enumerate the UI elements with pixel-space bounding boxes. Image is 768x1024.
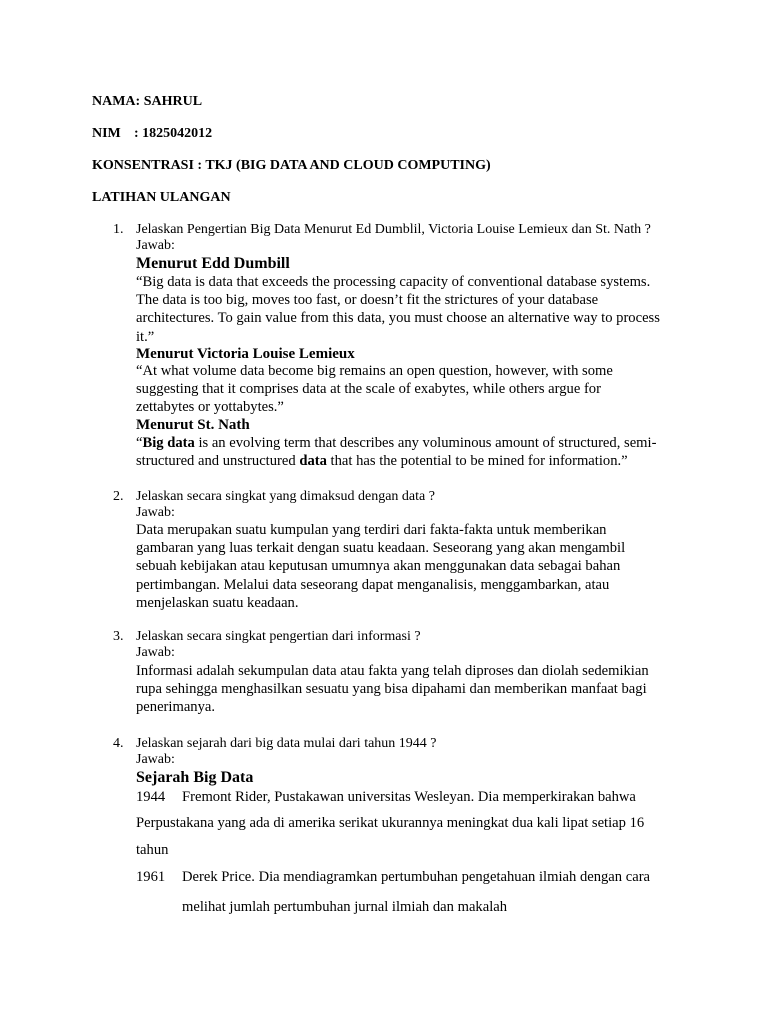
section-heading: Sejarah Big Data	[136, 769, 254, 786]
paragraph-line: Data merupakan suatu kumpulan yang terdiri dari fakta-fakta untuk memberikan	[136, 522, 607, 538]
question-number: 3.	[113, 629, 124, 644]
paragraph-line: it.”	[136, 328, 155, 345]
section-heading: Menurut Victoria Louise Lemieux	[136, 346, 355, 362]
nim-value: : 1825042012	[134, 126, 213, 141]
paragraph-line: gambaran yang luas terkait dengan suatu keadaan. Seseorang yang akan mengambil	[136, 540, 626, 557]
question-text: Jelaskan secara singkat yang dimaksud dengan data ?	[136, 489, 435, 504]
history-text: Derek Price. Dia mendiagramkan pertumbuhan pengetahuan ilmiah dengan cara	[182, 869, 651, 885]
question-text: Jelaskan secara singkat pengertian dari informasi ?	[136, 629, 421, 644]
latihan-title: LATIHAN ULANGAN	[92, 190, 231, 205]
question-number: 1.	[113, 222, 124, 237]
history-year: 1944	[136, 789, 166, 805]
history-text: melihat jumlah pertumbuhan jurnal ilmiah dan makalah	[182, 899, 508, 915]
paragraph-line: menjelaskan suatu keadaan.	[136, 594, 299, 611]
answer-paragraph	[136, 521, 682, 612]
bold-term: Big data	[142, 435, 195, 451]
history-text: tahun	[136, 842, 169, 858]
student-nim	[92, 125, 212, 143]
section-heading: Menurut Edd Dumbill	[136, 255, 290, 272]
answer-label: Jawab:	[136, 645, 175, 660]
nim-label: NIM	[92, 126, 121, 141]
paragraph-line: suggesting that it comprises data at the scale of exabytes, while others argue for	[136, 381, 601, 398]
answer-label: Jawab:	[136, 505, 175, 520]
answer-paragraph	[136, 362, 682, 417]
paragraph-line: zettabytes or yottabytes.”	[136, 399, 284, 416]
answer-paragraph	[136, 434, 682, 470]
answer-label: Jawab:	[136, 238, 175, 253]
paragraph-line: structured and unstructured data that has the potential to be mined for information.”	[136, 453, 628, 470]
answer-paragraph	[136, 273, 682, 346]
paragraph-line: The data is too big, moves too fast, or doesn’t fit the strictures of your database	[136, 292, 599, 309]
paragraph-line: Informasi adalah sekumpulan data atau fakta yang telah diproses dan diolah sedemikian	[136, 663, 649, 679]
question-text: Jelaskan sejarah dari big data mulai dari tahun 1944 ?	[136, 736, 437, 751]
question-number: 4.	[113, 736, 124, 751]
paragraph-line: architectures. To gain value from this data, you must choose an alternative way to process	[136, 310, 660, 327]
paragraph-line: rupa sehingga menghasilkan sesuatu yang bisa dipahami dan memberikan manfaat bagi	[136, 681, 647, 698]
section-heading: Menurut St. Nath	[136, 417, 250, 433]
question-number: 2.	[113, 489, 124, 504]
paragraph-line: pertimbangan. Melalui data seseorang dapat menganalisis, menggambarkan, atau	[136, 576, 610, 593]
paragraph-line: “Big data is data that exceeds the processing capacity of conventional database systems.	[136, 274, 651, 290]
answer-label: Jawab:	[136, 752, 175, 767]
bold-term: data	[299, 453, 327, 470]
paragraph-line: penerimanya.	[136, 699, 216, 716]
answer-paragraph	[136, 662, 682, 717]
question-text: Jelaskan Pengertian Big Data Menurut Ed Dumblil, Victoria Louise Lemieux dan St. Nath ?	[136, 222, 651, 237]
history-year: 1961	[136, 869, 166, 885]
history-text: Fremont Rider, Pustakawan universitas Wesleyan. Dia memperkirakan bahwa	[182, 789, 636, 805]
paragraph-line: “At what volume data become big remains an open question, however, with some	[136, 363, 613, 379]
paragraph-line: sebuah kebijakan atau keputusan umumnya akan menggunakan data sebagai bahan	[136, 558, 621, 575]
student-name: NAMA: SAHRUL	[92, 94, 203, 109]
konsentrasi: KONSENTRASI : TKJ (BIG DATA AND CLOUD COMPUTING)	[92, 158, 491, 173]
history-text: Perpustakana yang ada di amerika serikat ukurannya meningkat dua kali lipat setiap 16	[136, 815, 645, 831]
paragraph-line: “Big data is an evolving term that describes any voluminous amount of structured, semi-	[136, 435, 657, 451]
